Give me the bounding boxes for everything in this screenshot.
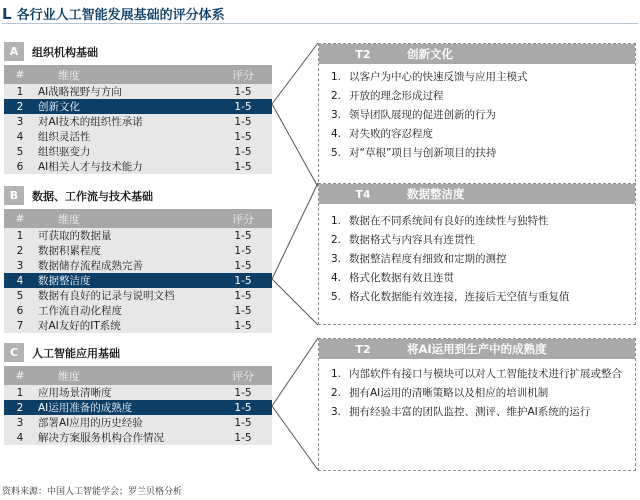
item-text: 开放的理念形成过程	[349, 90, 444, 102]
row-dimension: 对AI友好的IT系统	[38, 320, 121, 332]
detail-list	[319, 204, 635, 311]
detail-header	[319, 184, 635, 204]
row-dimension: 创新文化	[38, 101, 80, 113]
row-score: 1-5	[234, 145, 252, 158]
row-dimension: AI战略视野与方向	[38, 86, 122, 98]
row-dimension: 部署AI应用的历史经验	[38, 417, 143, 429]
table-row-highlighted	[4, 273, 272, 288]
row-score: 1-5	[234, 229, 252, 242]
list-item	[331, 125, 625, 144]
item-text: 数据格式与内容具有连贯性	[349, 234, 475, 246]
row-dimension: AI相关人才与技术能力	[38, 161, 143, 173]
list-item	[331, 269, 625, 288]
row-dimension: 数据储存流程成熟完善	[38, 260, 143, 272]
source-footnote: 资料来源：中国人工智能学会；罗兰贝格分析	[2, 487, 183, 497]
table-row	[4, 144, 272, 159]
row-dimension: 组织灵活性	[38, 131, 91, 143]
connector-b-bottom	[272, 279, 318, 325]
section-b	[4, 186, 272, 333]
section-letter: C	[4, 343, 24, 362]
table-row	[4, 243, 272, 258]
row-index: 6	[16, 160, 24, 173]
row-index: 3	[16, 115, 24, 128]
col-dimension: 维度	[58, 212, 80, 226]
score-table	[4, 209, 272, 333]
section-c	[4, 343, 272, 445]
row-index: 5	[16, 289, 24, 302]
item-text: 拥有AI运用的清晰策略以及相应的培训机制	[349, 387, 549, 399]
row-score: 1-5	[234, 319, 252, 332]
row-index: 3	[16, 259, 24, 272]
row-index: 7	[16, 319, 24, 332]
item-text: 对失败的容忍程度	[349, 128, 433, 140]
row-dimension: 可获取的数据量	[38, 230, 112, 242]
row-index: 1	[16, 229, 24, 242]
list-item	[331, 87, 625, 106]
item-text: 领导团队展现的促进创新的行为	[349, 109, 496, 121]
list-item	[331, 403, 625, 422]
row-index: 1	[16, 85, 24, 98]
row-score: 1-5	[234, 85, 252, 98]
table-row	[4, 84, 272, 99]
col-dimension: 维度	[58, 369, 80, 383]
row-dimension: 数据积累程度	[38, 245, 101, 257]
detail-code: T2	[355, 47, 371, 61]
row-index: 3	[16, 416, 24, 429]
section-title: 组织机构基础	[32, 45, 98, 59]
row-index: 4	[16, 431, 24, 444]
item-text: 拥有经验丰富的团队监控、测评、维护AI系统的运行	[349, 406, 591, 418]
list-item	[331, 384, 625, 403]
item-text: 内部软件有接口与模块可以对人工智能技术进行扩展或整合	[349, 368, 622, 380]
table-row	[4, 159, 272, 174]
item-number: 3.	[331, 109, 342, 121]
item-text: 以客户为中心的快速反馈与应用主模式	[349, 71, 528, 83]
list-item	[331, 144, 625, 163]
row-dimension: 解决方案服务机构合作情况	[38, 432, 164, 444]
item-text: 格式化数据有效且连贯	[349, 272, 454, 284]
detail-box-data-cleanliness	[318, 183, 636, 325]
table-header	[4, 366, 272, 385]
table-row	[4, 303, 272, 318]
row-score: 1-5	[234, 289, 252, 302]
item-number: 2.	[331, 387, 342, 399]
list-item	[331, 250, 625, 269]
row-index: 6	[16, 304, 24, 317]
row-index: 2	[16, 401, 24, 414]
item-number: 4.	[331, 128, 342, 140]
table-row	[4, 114, 272, 129]
row-index: 5	[16, 145, 24, 158]
list-item	[331, 288, 625, 307]
row-dimension: AI运用准备的成熟度	[38, 402, 133, 414]
row-score: 1-5	[234, 160, 252, 173]
detail-header	[319, 44, 635, 64]
row-index: 2	[16, 100, 24, 113]
section-letter: B	[4, 186, 24, 205]
col-score: 评分	[232, 212, 254, 226]
connector-a-bottom	[272, 104, 318, 187]
row-score: 1-5	[234, 304, 252, 317]
item-number: 1.	[331, 71, 342, 83]
col-dimension: 维度	[58, 68, 80, 82]
row-dimension: 数据有良好的记录与说明文档	[38, 290, 175, 302]
list-item	[331, 106, 625, 125]
item-number: 3.	[331, 253, 342, 265]
item-number: 2.	[331, 90, 342, 102]
row-index: 2	[16, 244, 24, 257]
item-number: 4.	[331, 272, 342, 284]
row-score: 1-5	[234, 259, 252, 272]
item-number: 2.	[331, 234, 342, 246]
col-score: 评分	[232, 68, 254, 82]
col-index: #	[15, 369, 25, 382]
row-index: 1	[16, 386, 24, 399]
list-item	[331, 365, 625, 384]
table-header	[4, 209, 272, 228]
list-item	[331, 231, 625, 250]
table-row	[4, 288, 272, 303]
row-dimension: 组织驱变力	[38, 146, 91, 158]
detail-box-innovation	[318, 43, 636, 187]
item-text: 数据在不同系统间有良好的连续性与独特性	[349, 215, 549, 227]
connector-c-top	[272, 338, 318, 406]
item-number: 1.	[331, 368, 342, 380]
row-dimension: 对AI技术的组织性承诺	[38, 116, 143, 128]
connector-c-bottom	[272, 406, 318, 470]
table-row-highlighted	[4, 99, 272, 114]
list-item	[331, 68, 625, 87]
col-score: 评分	[232, 369, 254, 383]
item-text: 格式化数据能有效连接，连接后无空值与重复值	[349, 291, 570, 303]
page-title: 各行业人工智能发展基础的评分体系	[16, 8, 225, 23]
table-header	[4, 65, 272, 84]
row-score: 1-5	[234, 401, 252, 414]
detail-title: 创新文化	[407, 47, 453, 61]
row-score: 1-5	[234, 100, 252, 113]
table-row	[4, 385, 272, 400]
row-dimension: 数据整洁度	[38, 275, 91, 287]
item-number: 5.	[331, 291, 342, 303]
score-table	[4, 65, 272, 174]
table-row	[4, 228, 272, 243]
section-title: 数据、工作流与技术基础	[32, 189, 153, 203]
row-score: 1-5	[234, 416, 252, 429]
item-number: 1.	[331, 215, 342, 227]
title-mark: L	[2, 4, 12, 23]
detail-code: T2	[355, 342, 371, 356]
table-row	[4, 415, 272, 430]
score-table	[4, 366, 272, 445]
detail-box-ai-maturity	[318, 338, 636, 471]
section-letter: A	[4, 42, 24, 61]
table-row	[4, 129, 272, 144]
detail-title: 数据整洁度	[407, 187, 465, 201]
connector-a-top	[272, 43, 318, 104]
table-row	[4, 430, 272, 445]
section-a	[4, 42, 272, 174]
row-score: 1-5	[234, 244, 252, 257]
col-index: #	[15, 68, 25, 81]
table-row	[4, 258, 272, 273]
row-dimension: 应用场景清晰度	[38, 387, 112, 399]
list-item	[331, 212, 625, 231]
col-index: #	[15, 212, 25, 225]
row-index: 4	[16, 130, 24, 143]
row-score: 1-5	[234, 386, 252, 399]
row-dimension: 工作流自动化程度	[38, 305, 122, 317]
row-score: 1-5	[234, 274, 252, 287]
detail-header	[319, 339, 635, 359]
table-row	[4, 318, 272, 333]
item-number: 5.	[331, 147, 342, 159]
row-index: 4	[16, 274, 24, 287]
item-text: 数据整洁程度有细致和定期的测控	[349, 253, 507, 265]
detail-code: T4	[355, 187, 371, 201]
row-score: 1-5	[234, 115, 252, 128]
detail-list	[319, 64, 635, 167]
row-score: 1-5	[234, 130, 252, 143]
item-number: 3.	[331, 406, 342, 418]
detail-list	[319, 359, 635, 426]
table-row-highlighted	[4, 400, 272, 415]
item-text: 对“草根”项目与创新项目的扶持	[349, 147, 497, 159]
row-score: 1-5	[234, 431, 252, 444]
connector-b-top	[272, 183, 318, 279]
section-title: 人工智能应用基础	[32, 346, 120, 360]
detail-title: 将AI运用到生产中的成熟度	[407, 342, 547, 356]
